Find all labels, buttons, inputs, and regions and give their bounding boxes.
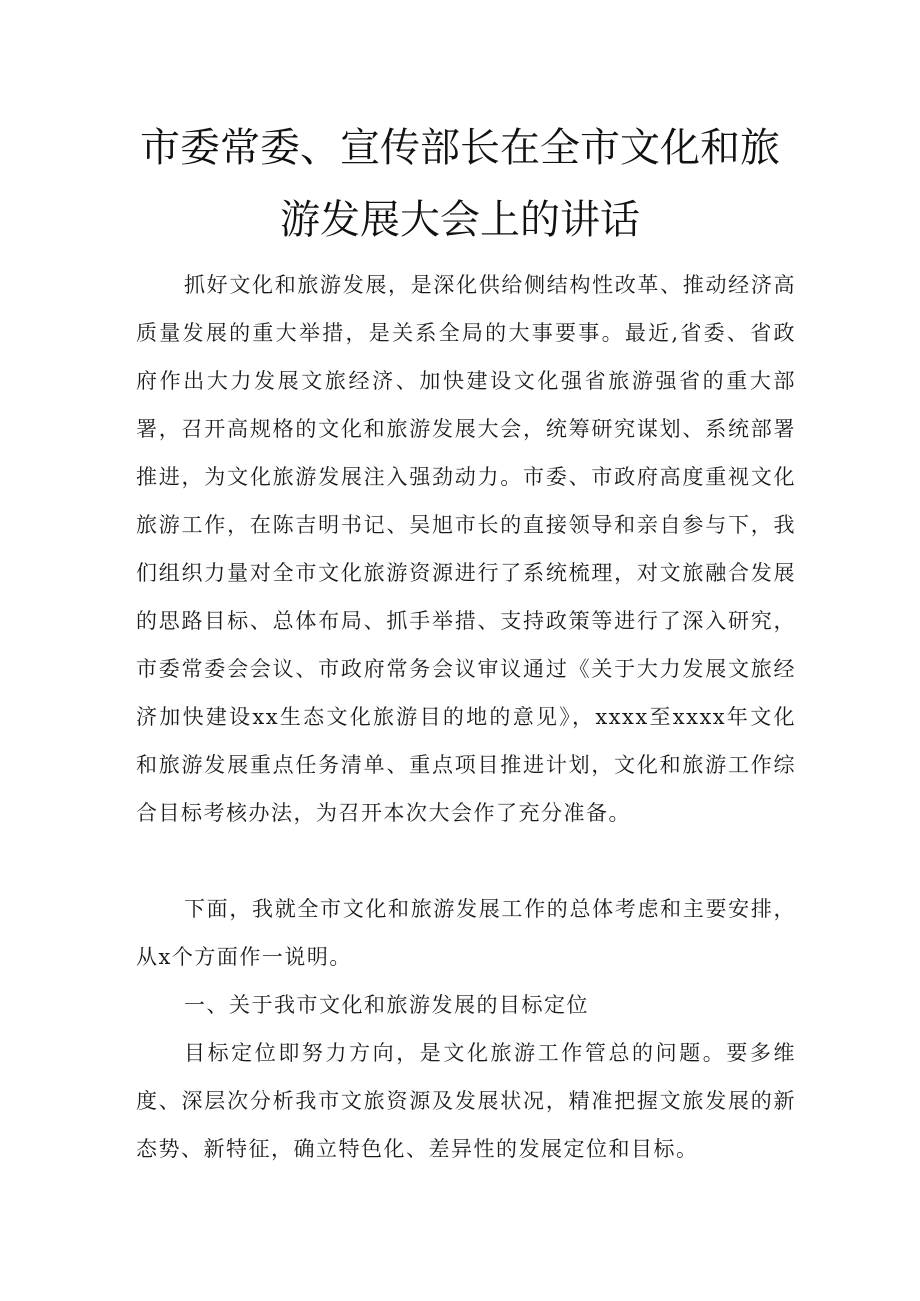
document-title-line-2: 游发展大会上的讲话 bbox=[280, 197, 640, 243]
paragraph-outline: 下面，我就全市文化和旅游发展工作的总体考虑和主要安排，从x个方面作一说明。 bbox=[136, 897, 796, 969]
section-heading-1: 一、关于我市文化和旅游发展的目标定位 bbox=[184, 993, 589, 1017]
paragraph-intro: 抓好文化和旅游发展，是深化供给侧结构性改革、推动经济高质量发展的重大举措，是关系全局的大事要事。最近,省委、省政府作出大力发展文旅经济、加快建设文化强省旅游强省的重大部署，召开高规格的文化和旅游发展大会，统筹研究谋划、系统部署推进，为文化旅游发展注入强劲动力。市委、市政府高度重视文化旅游工作，在陈吉明书记、吴旭市长的直接领导和亲自参与下，我们组织力量对全市文化旅游资源进行了系统梳理，对文旅融合发展的思路目标、总体布局、抓手举措、支持政策等进行了深入研究，市委常委会会议、市政府常务会议审议通过《关于大力发展文旅经济加快建设xx生态文化旅游目的地的意见》，xxxx至xxxx年文化和旅游发展重点任务清单、重点项目推进计划，文化和旅游工作综合目标考核办法，为召开本次大会作了充分准备。 bbox=[136, 273, 796, 825]
paragraph-section-1: 目标定位即努力方向，是文化旅游工作管总的问题。要多维度、深层次分析我市文旅资源及发展状况，精准把握文旅发展的新态势、新特征，确立特色化、差异性的发展定位和目标。 bbox=[136, 1041, 796, 1161]
document-title-line-1: 市委常委、宣传部长在全市文化和旅 bbox=[140, 125, 780, 171]
